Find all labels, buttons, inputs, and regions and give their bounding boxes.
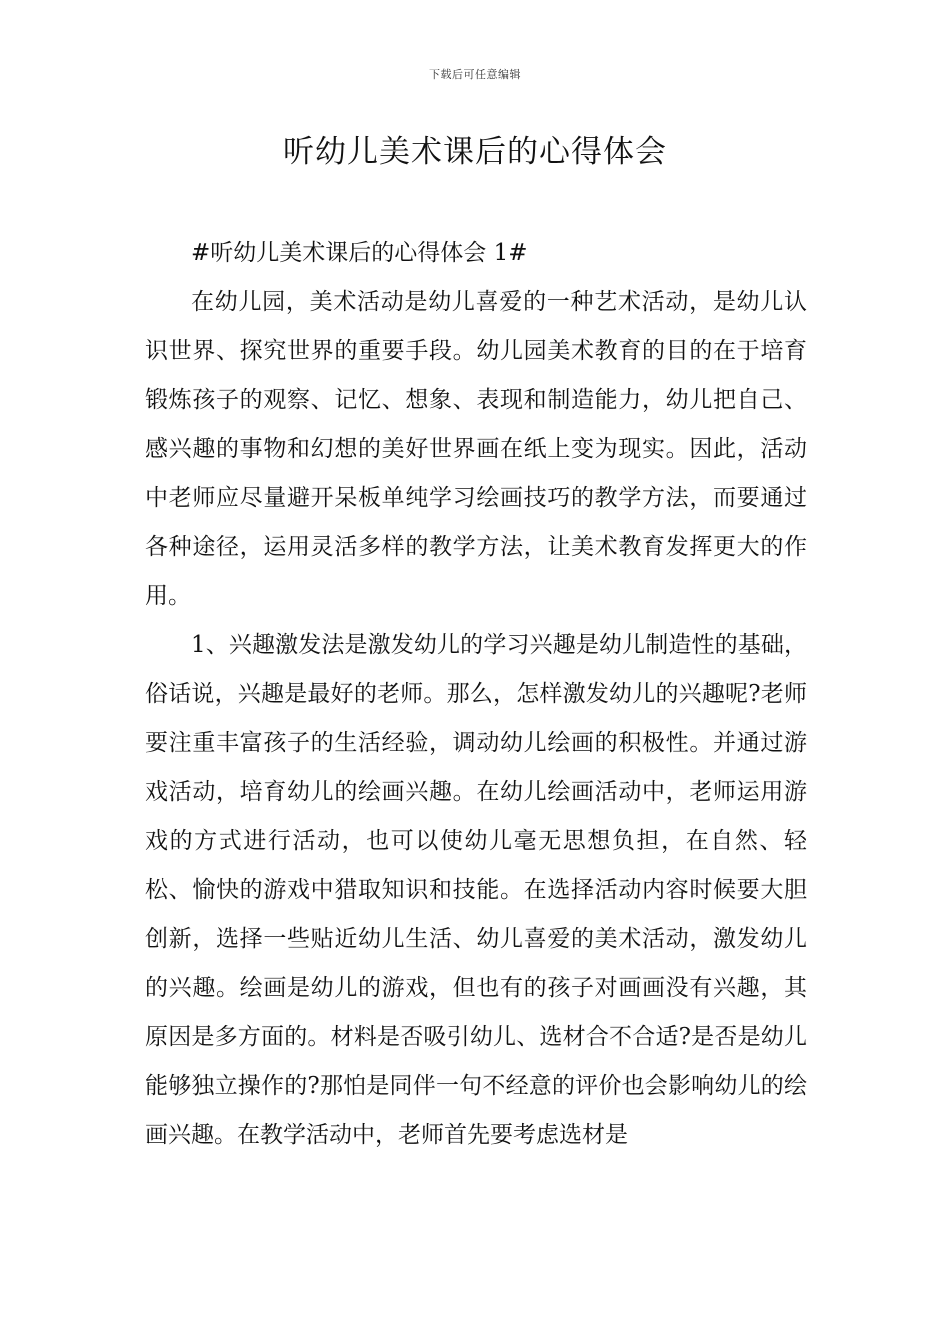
paragraph-interest-method: 1、兴趣激发法是激发幼儿的学习兴趣是幼儿制造性的基础，俗话说，兴趣是最好的老师。那么，怎样激发幼儿的兴趣呢?老师要注重丰富孩子的生活经验，调动幼儿绘画的积极性。并通过游戏活动，培育幼儿的绘画兴趣。在幼儿绘画活动中，老师运用游戏的方式进行活动，也可以使幼儿毫无思想负担，在自然、轻松、愉快的游戏中猎取知识和技能。在选择活动内容时候要大胆创新，选择一些贴近幼儿生活、幼儿喜爱的美术活动，激发幼儿的兴趣。绘画是幼儿的游戏，但也有的孩子对画画没有兴趣，其原因是多方面的。材料是否吸引幼儿、选材合不合适?是否是幼儿能够独立操作的?那怕是同伴一句不经意的评价也会影响幼儿的绘画兴趣。在教学活动中，老师首先要考虑选材是 bbox=[145, 632, 807, 1148]
paragraph-intro: 在幼儿园，美术活动是幼儿喜爱的一种艺术活动，是幼儿认识世界、探究世界的重要手段。幼儿园美术教育的目的在于培育锻炼孩子的观察、记忆、想象、表现和制造能力，幼儿把自己、感兴趣的事物和幻想的美好世界画在纸上变为现实。因此，活动中老师应尽量避开呆板单纯学习绘画技巧的教学方法，而要通过各种途径，运用灵活多样的教学方法，让美术教育发挥更大的作用。 bbox=[145, 289, 807, 609]
document-body bbox=[145, 229, 807, 1160]
document-title: 听幼儿美术课后的心得体会 bbox=[283, 134, 667, 170]
header-note: 下载后可任意编辑 bbox=[429, 68, 521, 81]
section-heading: #听幼儿美术课后的心得体会 1# bbox=[191, 240, 528, 266]
